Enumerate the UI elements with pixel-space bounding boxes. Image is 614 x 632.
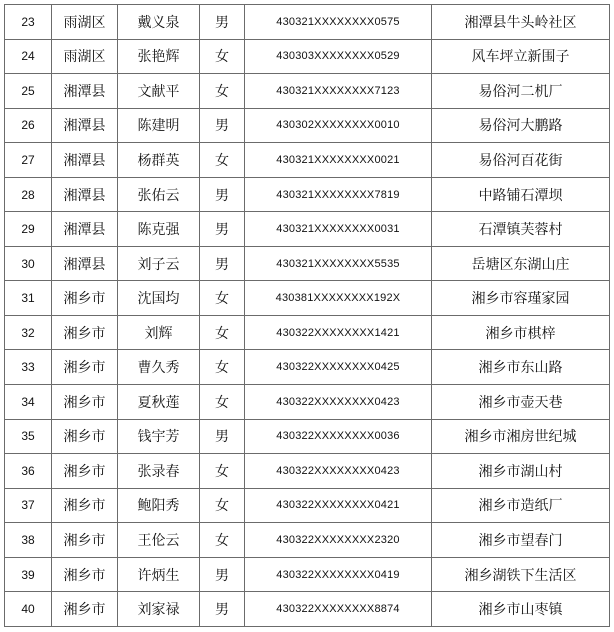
person-name-cell: 张艳辉 bbox=[118, 39, 200, 74]
person-name-cell: 沈国均 bbox=[118, 281, 200, 316]
id-number-cell: 430322XXXXXXXX2320 bbox=[245, 523, 432, 558]
id-number-cell: 430322XXXXXXXX0419 bbox=[245, 557, 432, 592]
row-number-cell: 37 bbox=[5, 488, 52, 523]
person-name-cell: 王伦云 bbox=[118, 523, 200, 558]
table-row bbox=[5, 350, 610, 385]
gender-cell: 女 bbox=[200, 281, 245, 316]
id-number-cell: 430381XXXXXXXX192X bbox=[245, 281, 432, 316]
id-number-cell: 430321XXXXXXXX7123 bbox=[245, 74, 432, 109]
person-name-cell: 曹久秀 bbox=[118, 350, 200, 385]
address-cell: 湘乡市造纸厂 bbox=[432, 488, 610, 523]
id-number-cell: 430321XXXXXXXX0021 bbox=[245, 143, 432, 178]
row-number-cell: 23 bbox=[5, 5, 52, 40]
row-number-cell: 26 bbox=[5, 108, 52, 143]
roster-table bbox=[4, 4, 610, 627]
district-cell: 湘潭县 bbox=[52, 143, 118, 178]
address-cell: 易俗河百花街 bbox=[432, 143, 610, 178]
row-number-cell: 29 bbox=[5, 212, 52, 247]
district-cell: 湘乡市 bbox=[52, 281, 118, 316]
district-cell: 湘潭县 bbox=[52, 74, 118, 109]
district-cell: 湘潭县 bbox=[52, 212, 118, 247]
table-row bbox=[5, 143, 610, 178]
address-cell: 湘乡市湖山村 bbox=[432, 454, 610, 489]
row-number-cell: 36 bbox=[5, 454, 52, 489]
table-row bbox=[5, 315, 610, 350]
gender-cell: 男 bbox=[200, 5, 245, 40]
district-cell: 湘乡市 bbox=[52, 315, 118, 350]
id-number-cell: 430322XXXXXXXX8874 bbox=[245, 592, 432, 627]
row-number-cell: 28 bbox=[5, 177, 52, 212]
id-number-cell: 430322XXXXXXXX1421 bbox=[245, 315, 432, 350]
district-cell: 湘乡市 bbox=[52, 350, 118, 385]
row-number-cell: 32 bbox=[5, 315, 52, 350]
address-cell: 石潭镇芙蓉村 bbox=[432, 212, 610, 247]
gender-cell: 女 bbox=[200, 350, 245, 385]
gender-cell: 女 bbox=[200, 315, 245, 350]
district-cell: 湘乡市 bbox=[52, 488, 118, 523]
id-number-cell: 430322XXXXXXXX0423 bbox=[245, 454, 432, 489]
district-cell: 湘潭县 bbox=[52, 246, 118, 281]
person-name-cell: 刘家禄 bbox=[118, 592, 200, 627]
gender-cell: 女 bbox=[200, 454, 245, 489]
person-name-cell: 陈克强 bbox=[118, 212, 200, 247]
district-cell: 湘潭县 bbox=[52, 177, 118, 212]
person-name-cell: 夏秋莲 bbox=[118, 385, 200, 420]
person-name-cell: 张佑云 bbox=[118, 177, 200, 212]
roster-table-body bbox=[5, 5, 610, 627]
gender-cell: 男 bbox=[200, 108, 245, 143]
gender-cell: 男 bbox=[200, 557, 245, 592]
row-number-cell: 24 bbox=[5, 39, 52, 74]
table-row bbox=[5, 246, 610, 281]
address-cell: 湘乡市棋梓 bbox=[432, 315, 610, 350]
table-row bbox=[5, 523, 610, 558]
table-row bbox=[5, 454, 610, 489]
id-number-cell: 430321XXXXXXXX0031 bbox=[245, 212, 432, 247]
gender-cell: 女 bbox=[200, 143, 245, 178]
gender-cell: 女 bbox=[200, 39, 245, 74]
row-number-cell: 25 bbox=[5, 74, 52, 109]
table-row bbox=[5, 108, 610, 143]
address-cell: 中路铺石潭坝 bbox=[432, 177, 610, 212]
district-cell: 雨湖区 bbox=[52, 5, 118, 40]
table-row bbox=[5, 488, 610, 523]
person-name-cell: 陈建明 bbox=[118, 108, 200, 143]
address-cell: 湘乡湖铁下生活区 bbox=[432, 557, 610, 592]
id-number-cell: 430322XXXXXXXX0036 bbox=[245, 419, 432, 454]
address-cell: 湘乡市湘房世纪城 bbox=[432, 419, 610, 454]
person-name-cell: 文献平 bbox=[118, 74, 200, 109]
table-row bbox=[5, 592, 610, 627]
person-name-cell: 刘辉 bbox=[118, 315, 200, 350]
person-name-cell: 鲍阳秀 bbox=[118, 488, 200, 523]
address-cell: 湘乡市容瑾家园 bbox=[432, 281, 610, 316]
gender-cell: 男 bbox=[200, 246, 245, 281]
address-cell: 易俗河大鹏路 bbox=[432, 108, 610, 143]
table-row bbox=[5, 385, 610, 420]
address-cell: 易俗河二机厂 bbox=[432, 74, 610, 109]
id-number-cell: 430321XXXXXXXX0575 bbox=[245, 5, 432, 40]
address-cell: 岳塘区东湖山庄 bbox=[432, 246, 610, 281]
id-number-cell: 430322XXXXXXXX0425 bbox=[245, 350, 432, 385]
id-number-cell: 430321XXXXXXXX7819 bbox=[245, 177, 432, 212]
table-row bbox=[5, 177, 610, 212]
district-cell: 湘乡市 bbox=[52, 385, 118, 420]
district-cell: 湘乡市 bbox=[52, 557, 118, 592]
row-number-cell: 39 bbox=[5, 557, 52, 592]
person-name-cell: 戴义泉 bbox=[118, 5, 200, 40]
id-number-cell: 430302XXXXXXXX0010 bbox=[245, 108, 432, 143]
roster-table-container bbox=[4, 4, 610, 627]
table-row bbox=[5, 212, 610, 247]
gender-cell: 女 bbox=[200, 74, 245, 109]
id-number-cell: 430322XXXXXXXX0423 bbox=[245, 385, 432, 420]
table-row bbox=[5, 419, 610, 454]
district-cell: 湘乡市 bbox=[52, 419, 118, 454]
row-number-cell: 34 bbox=[5, 385, 52, 420]
gender-cell: 男 bbox=[200, 177, 245, 212]
address-cell: 湘乡市山枣镇 bbox=[432, 592, 610, 627]
row-number-cell: 30 bbox=[5, 246, 52, 281]
table-row bbox=[5, 281, 610, 316]
row-number-cell: 33 bbox=[5, 350, 52, 385]
address-cell: 湘乡市壶天巷 bbox=[432, 385, 610, 420]
gender-cell: 男 bbox=[200, 419, 245, 454]
id-number-cell: 430321XXXXXXXX5535 bbox=[245, 246, 432, 281]
gender-cell: 女 bbox=[200, 488, 245, 523]
district-cell: 湘潭县 bbox=[52, 108, 118, 143]
address-cell: 湘乡市东山路 bbox=[432, 350, 610, 385]
district-cell: 湘乡市 bbox=[52, 454, 118, 489]
person-name-cell: 张录春 bbox=[118, 454, 200, 489]
address-cell: 风车坪立新围子 bbox=[432, 39, 610, 74]
address-cell: 湘乡市望春门 bbox=[432, 523, 610, 558]
gender-cell: 女 bbox=[200, 385, 245, 420]
gender-cell: 男 bbox=[200, 592, 245, 627]
table-row bbox=[5, 557, 610, 592]
district-cell: 湘乡市 bbox=[52, 523, 118, 558]
row-number-cell: 40 bbox=[5, 592, 52, 627]
address-cell: 湘潭县牛头岭社区 bbox=[432, 5, 610, 40]
person-name-cell: 杨群英 bbox=[118, 143, 200, 178]
row-number-cell: 31 bbox=[5, 281, 52, 316]
district-cell: 雨湖区 bbox=[52, 39, 118, 74]
row-number-cell: 38 bbox=[5, 523, 52, 558]
gender-cell: 男 bbox=[200, 212, 245, 247]
row-number-cell: 35 bbox=[5, 419, 52, 454]
person-name-cell: 许炳生 bbox=[118, 557, 200, 592]
table-row bbox=[5, 39, 610, 74]
gender-cell: 女 bbox=[200, 523, 245, 558]
person-name-cell: 钱宇芳 bbox=[118, 419, 200, 454]
id-number-cell: 430303XXXXXXXX0529 bbox=[245, 39, 432, 74]
district-cell: 湘乡市 bbox=[52, 592, 118, 627]
row-number-cell: 27 bbox=[5, 143, 52, 178]
table-row bbox=[5, 5, 610, 40]
table-row bbox=[5, 74, 610, 109]
person-name-cell: 刘子云 bbox=[118, 246, 200, 281]
id-number-cell: 430322XXXXXXXX0421 bbox=[245, 488, 432, 523]
